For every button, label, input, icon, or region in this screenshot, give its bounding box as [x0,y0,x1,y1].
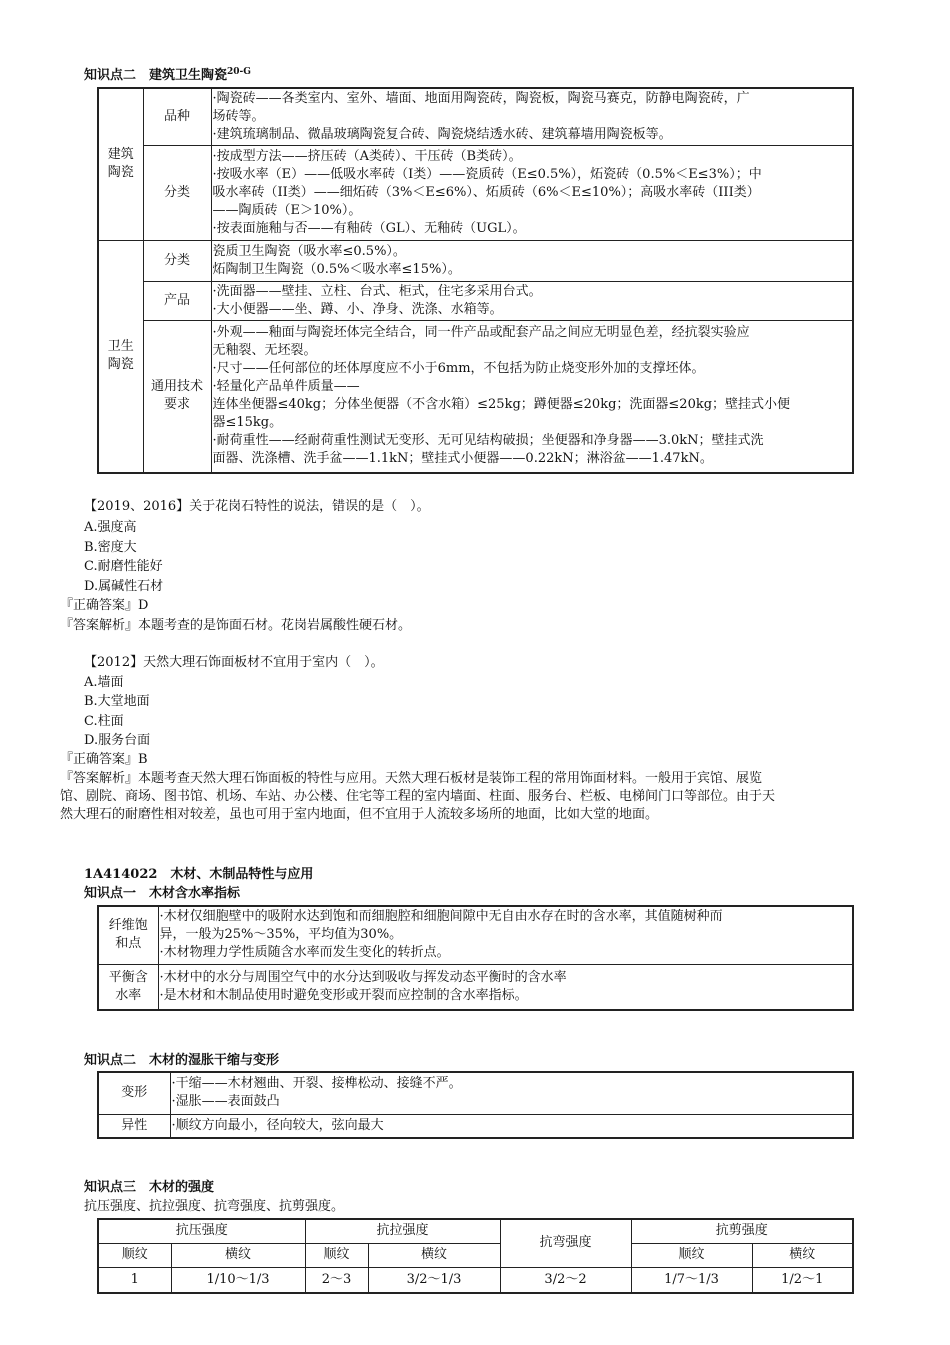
q1-option-c: C.耐磨性能好 [84,559,163,574]
strength-table [97,1218,854,1294]
content-line: ·轻量化产品单件质量—— [212,379,360,395]
value-compress-along: 1 [98,1267,171,1293]
subheader-across: 横纹 [752,1243,853,1267]
q2-option-a: A.墙面 [84,675,124,690]
row-label: 分类 [143,145,211,240]
content-line: ·木材仅细胞壁中的吸附水达到饱和而细胞腔和细胞间隙中无自由水存在时的含水率，其值随树种而 [159,909,723,925]
ceramics-heading-sup: 20-G [227,67,251,77]
content-line: ·木材物理力学性质随含水率而发生变化的转折点。 [159,945,450,961]
row-content [211,145,853,240]
ceramics-heading [84,67,251,85]
row-label-l1: 纤维饱 [108,918,148,934]
content-line: 无釉裂、无坯裂。 [212,343,317,359]
moisture-heading: 知识点一 木材含水率指标 [84,886,241,901]
header-compress: 抗压强度 [98,1219,305,1243]
q2-analysis-line: 『答案解析』本题考查天然大理石饰面板的特性与应用。天然大理石板材是装饰工程的常用饰面材料。一般用于宾馆、展览 [60,771,763,786]
row-content [170,1072,853,1114]
row-content [211,88,853,145]
value-tension-along: 2～3 [305,1267,368,1293]
content-line: ·大小便器——坐、蹲、小、净身、洗涤、水箱等。 [212,301,503,317]
q1-answer: 『正确答案』D [60,598,149,613]
content-line: 场砖等。 [212,108,265,124]
content-line: 瓷质卫生陶瓷（吸水率≤0.5%）。 [212,243,406,259]
subheader-along: 顺纹 [305,1243,368,1267]
sanitary-ceramics-label-l2: 陶瓷 [107,357,134,373]
content-line: 连体坐便器≤40kg；分体坐便器（不含水箱）≤25kg；蹲便器≤20kg；洗面器≤20kg；壁挂式小便 [212,397,791,413]
row-label-l2: 和点 [115,936,142,952]
q2-stem: 【2012】天然大理石饰面板材不宜用于室内（ ）。 [84,655,384,670]
subheader-across: 横纹 [368,1243,500,1267]
content-line: ——陶质砖（E＞10%）。 [212,202,362,218]
building-ceramics-label [98,88,143,240]
q2-option-d: D.服务台面 [84,733,151,748]
value-compress-across: 1/10～1/3 [171,1267,305,1293]
content-line: ·洗面器——壁挂、立柱、台式、柜式，住宅多采用台式。 [212,283,542,299]
q2-analysis-line: 然大理石的耐磨性相对较差，虽也可用于室内地面，但不宜用于人流较多场所的地面，比如大堂的地面。 [60,807,659,822]
q1-stem: 【2019、2016】关于花岗石特性的说法，错误的是（ ）。 [84,499,430,514]
content-line: ·耐荷重性——经耐荷重性测试无变形、无可见结构破损；坐便器和净身器——3.0kN；壁挂式洗 [212,433,764,449]
value-bending: 3/2～2 [500,1267,631,1293]
content-line: 面器、洗涤槽、洗手盆——1.1kN；壁挂式小便器——0.22kN；淋浴盆——1.47kN。 [212,451,713,467]
value-tension-across: 3/2～1/3 [368,1267,500,1293]
row-label: 异性 [98,1114,170,1138]
row-content [158,906,853,964]
content-line: ·按成型方法——挤压砖（A类砖）、干压砖（B类砖）。 [212,148,522,164]
content-line: ·是木材和木制品使用时避免变形或开裂而应控制的含水率指标。 [159,987,528,1003]
content-line: 炻陶制卫生陶瓷（0.5%＜吸水率≤15%）。 [212,261,461,277]
subheader-along: 顺纹 [631,1243,752,1267]
content-line: ·按表面施釉与否——有釉砖（GL）、无釉砖（UGL）。 [212,220,526,236]
swelling-table [97,1071,854,1139]
q2-analysis [60,770,915,824]
q2-analysis-line: 馆、剧院、商场、图书馆、机场、车站、办公楼、住宅等工程的室内墙面、柱面、服务台、栏板、电梯间门口等部位。由于天 [60,789,776,804]
row-content [158,964,853,1010]
ceramics-table [97,87,854,474]
row-content [211,240,853,281]
row-label: 变形 [98,1072,170,1114]
content-line: 异，一般为25%～35%，平均值为30%。 [159,927,403,943]
row-content [211,281,853,320]
subheader-across: 横纹 [171,1243,305,1267]
content-line: ·湿胀——表面鼓凸 [171,1094,280,1110]
row-label-l1: 通用技术 [150,379,203,395]
subheader-along: 顺纹 [98,1243,171,1267]
content-line: 吸水率砖（II类）——细炻砖（3%＜E≤6%）、炻质砖（6%＜E≤10%）；高吸水率砖（III类） [212,184,760,200]
row-label-l2: 要求 [163,397,190,413]
building-ceramics-label-l2: 陶瓷 [107,165,134,181]
header-bending: 抗弯强度 [500,1219,631,1267]
moisture-table [97,905,854,1011]
content-line: ·建筑琉璃制品、微晶玻璃陶瓷复合砖、陶瓷烧结透水砖、建筑幕墙用陶瓷板等。 [212,126,672,142]
header-shear: 抗剪强度 [631,1219,853,1243]
row-content [211,320,853,473]
row-label [98,906,158,964]
content-line: ·外观——釉面与陶瓷坯体完全结合，同一件产品或配套产品之间应无明显色差，经抗裂实验应 [212,325,750,341]
q1-option-a: A.强度高 [84,520,137,535]
row-label: 产品 [143,281,211,320]
ceramics-heading-text: 知识点二 建筑卫生陶瓷 [84,68,228,83]
value-shear-across: 1/2～1 [752,1267,853,1293]
content-line: ·按吸水率（E）——低吸水率砖（I类）——瓷质砖（E≤0.5%），炻瓷砖（0.5%＜E≤3%）；中 [212,166,762,182]
content-line: ·顺纹方向最小，径向较大，弦向最大 [171,1117,384,1133]
q1-option-d: D.属碱性石材 [84,579,164,594]
content-line: ·木材中的水分与周围空气中的水分达到吸收与挥发动态平衡时的含水率 [159,969,567,985]
sanitary-ceramics-label-l1: 卫生 [107,339,134,355]
sanitary-ceramics-label [98,240,143,473]
content-line: ·干缩——木材翘曲、开裂、接榫松动、接缝不严。 [171,1076,462,1092]
value-shear-along: 1/7～1/3 [631,1267,752,1293]
content-line: ·尺寸——任何部位的坯体厚度应不小于6mm，不包括为防止烧变形外加的支撑坯体。 [212,361,705,377]
row-content [170,1114,853,1138]
section-title: 1A414022 木材、木制品特性与应用 [84,867,314,882]
row-label [98,964,158,1010]
q2-option-c: C.柱面 [84,714,124,729]
row-label [143,320,211,473]
q1-option-b: B.密度大 [84,540,137,555]
header-tension: 抗拉强度 [305,1219,500,1243]
q2-option-b: B.大堂地面 [84,694,150,709]
content-line: ·陶瓷砖——各类室内、室外、墙面、地面用陶瓷砖，陶瓷板，陶瓷马赛克，防静电陶瓷砖，广 [212,90,750,106]
row-label: 品种 [143,88,211,145]
strength-intro: 抗压强度、抗拉强度、抗弯强度、抗剪强度。 [84,1199,345,1214]
swelling-heading: 知识点二 木材的湿胀干缩与变形 [84,1053,280,1068]
q1-analysis: 『答案解析』本题考查的是饰面石材。花岗岩属酸性硬石材。 [60,618,412,633]
q2-answer: 『正确答案』B [60,752,148,767]
row-label: 分类 [143,240,211,281]
strength-heading: 知识点三 木材的强度 [84,1180,215,1195]
row-label-l1: 平衡含 [108,969,148,985]
content-line: 器≤15kg。 [212,415,283,431]
row-label-l2: 水率 [115,987,142,1003]
building-ceramics-label-l1: 建筑 [107,147,134,163]
